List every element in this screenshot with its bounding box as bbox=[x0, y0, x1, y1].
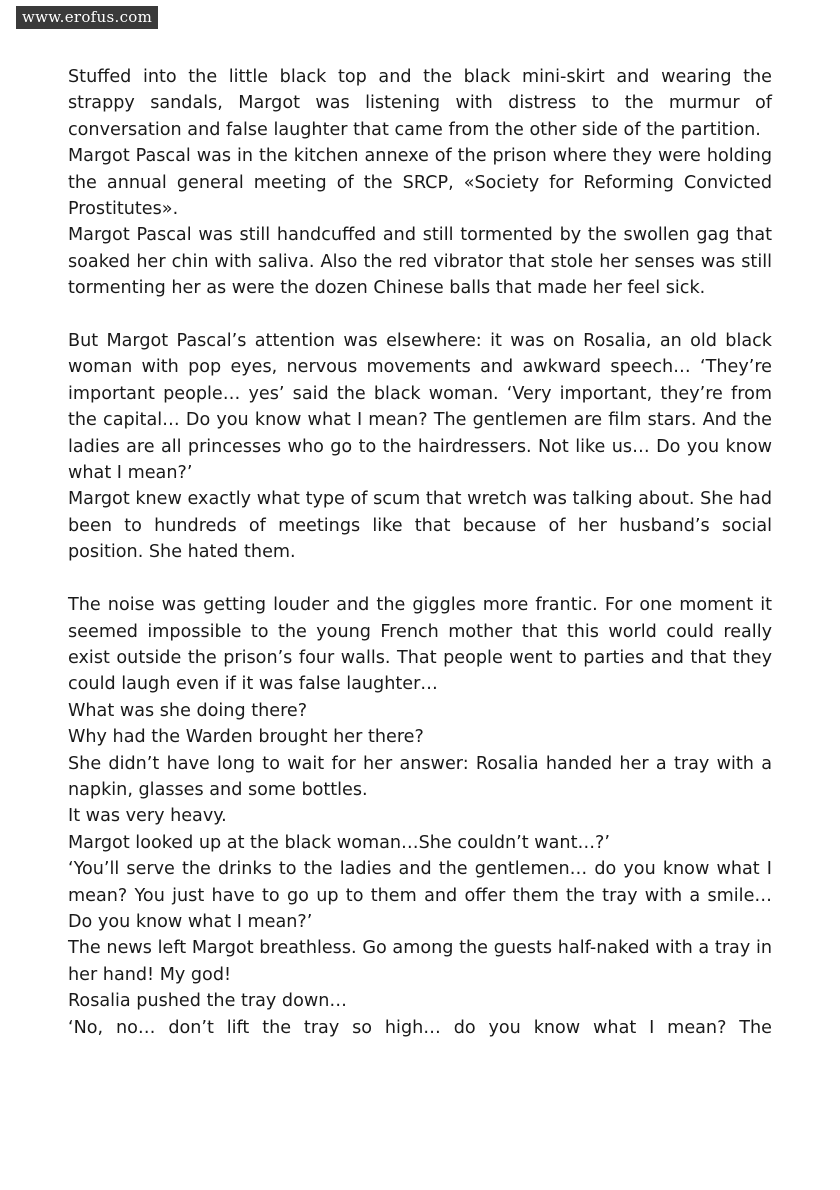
paragraph-spacer bbox=[68, 566, 772, 592]
paragraph: The noise was getting louder and the giggles more frantic. For one moment it seemed impossible to the young French mother that this world could really exist outside the prison’s four walls. That people went to parties and that they could laugh even if it was false laughter… bbox=[68, 595, 772, 695]
site-watermark: www.erofus.com bbox=[16, 6, 158, 29]
text-block-1 bbox=[68, 64, 772, 302]
paragraph: Margot knew exactly what type of scum that wretch was talking about. She had been to hundreds of meetings like that because of her husband’s social position. She hated them. bbox=[68, 489, 772, 563]
text-block-3 bbox=[68, 592, 772, 1041]
paragraph: Margot Pascal was still handcuffed and still tormented by the swollen gag that soaked her chin with saliva. Also the red vibrator that stole her senses was still tormenting her as were the dozen Chinese balls that made her feel sick. bbox=[68, 225, 772, 299]
paragraph: Margot Pascal was in the kitchen annexe of the prison where they were holding the annual general meeting of the SRCP, «Society for Reforming Convicted Prostitutes». bbox=[68, 146, 772, 220]
paragraph: She didn’t have long to wait for her answer: Rosalia handed her a tray with a napkin, glasses and some bottles. bbox=[68, 753, 772, 800]
paragraph: It was very heavy. bbox=[68, 806, 227, 827]
paragraph: Margot looked up at the black woman…She couldn’t want…?’ bbox=[68, 832, 610, 853]
paragraph: ‘No, no… don’t lift the tray so high… do you know what I mean? The bbox=[68, 1017, 772, 1038]
paragraph: Why had the Warden brought her there? bbox=[68, 727, 424, 748]
paragraph: ‘You’ll serve the drinks to the ladies and the gentlemen… do you know what I mean? You just have to go up to them and offer them the tray with a smile… Do you know what I mean?’ bbox=[68, 859, 772, 932]
paragraph: Stuffed into the little black top and the black mini-skirt and wearing the strappy sandals, Margot was listening with distress to the murmur of conversation and false laughter that came from the other side of the partition. bbox=[68, 67, 772, 140]
document-page bbox=[68, 64, 772, 1041]
paragraph: What was she doing there? bbox=[68, 700, 308, 721]
paragraph-spacer bbox=[68, 302, 772, 328]
text-block-2 bbox=[68, 328, 772, 566]
paragraph: But Margot Pascal’s attention was elsewhere: it was on Rosalia, an old black woman with pop eyes, nervous movements and awkward speech… ‘They’re important people… yes’ said the black woman. ‘Very important, they’re from the capital… Do you know what I mean? The gentlemen are film stars. And the ladies are all princesses who go to the hairdressers. Not like us… Do you know what I mean?’ bbox=[68, 331, 772, 484]
paragraph: Rosalia pushed the tray down… bbox=[68, 991, 347, 1012]
paragraph: The news left Margot breathless. Go among the guests half-naked with a tray in her hand! My god! bbox=[68, 938, 772, 985]
